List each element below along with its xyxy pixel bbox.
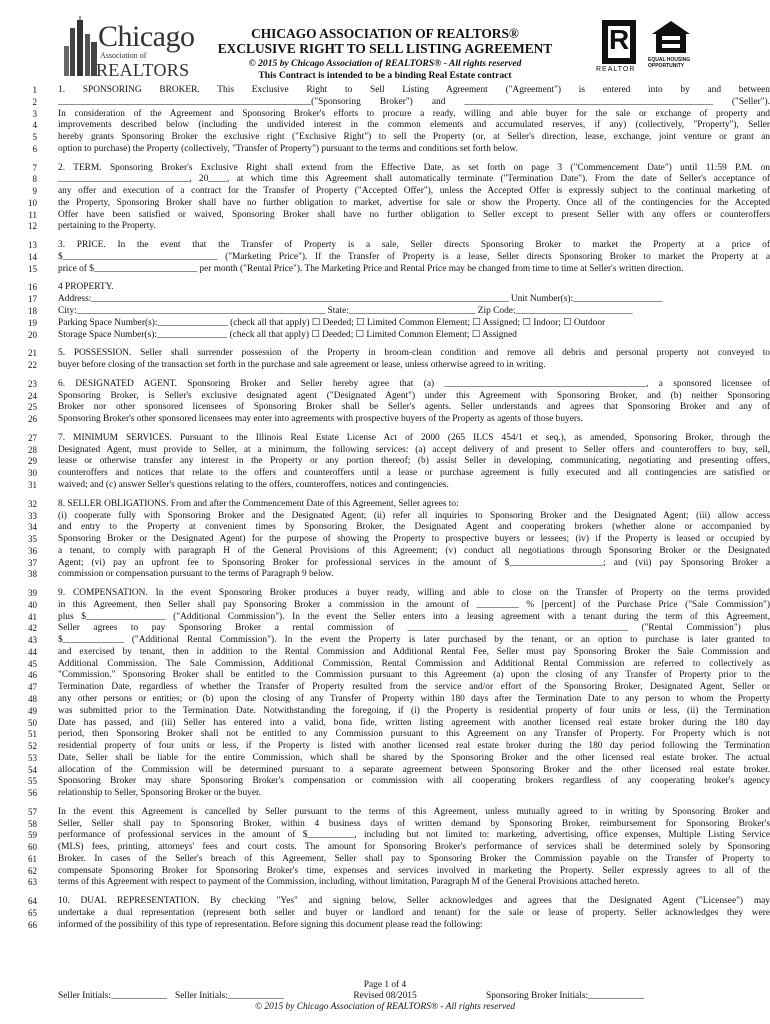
document-line	[25, 306, 755, 318]
line-text: performance of professional services in the amount of $__________, including but not limited to: marketing, advertising, office expenses, Multiple Listing Service	[58, 830, 770, 841]
line-number: 3	[32, 108, 37, 119]
line-text: (i) cooperate fully with Sponsoring Broker and the Designated Agent; (ii) refer all inquiries to Sponsoring Broker and the Designated Agent; (iii) allow access	[58, 510, 770, 521]
realtor-eho-logos	[596, 20, 716, 80]
line-number: 15	[28, 263, 37, 274]
document-line	[25, 144, 755, 156]
document-line	[25, 717, 770, 730]
line-number: 9	[32, 186, 37, 197]
line-text: and exercised by tenant, then in addition to the Rental Commission and Additional Rental Fee, Seller must pay Sponsoring Broker the Sale Commission and	[58, 646, 770, 657]
line-number: 32	[28, 498, 37, 509]
line-text: improvements described below (including the undivided interest in the common elements and accumulated reserves, if any) (collectively, "Property"), Seller	[58, 120, 770, 131]
document-line	[25, 378, 770, 391]
equal-housing-icon	[651, 20, 691, 54]
document-line	[25, 414, 755, 426]
line-text: Offer have been satisfied or waived, Sponsoring Broker shall have no further obligation to Seller except to present Seller with any offers or counteroffers	[58, 209, 770, 220]
line-number: 21	[28, 348, 37, 359]
line-text: Agent; (vi) pay an upfront fee to Sponsoring Broker for professional services in the amount of $____________________; and (vii) pay Sponsoring Broker a	[58, 557, 770, 568]
line-text: price of $______________________ per month ("Rental Price"). The Marketing Price and Rental Price may be changed from time to time at Seller's written direction.	[58, 263, 684, 274]
line-text: lease or otherwise transfer any interest in the Property or any portion thereof; (b) assist Seller in developing, communicating, negotiating and presenting offers,	[58, 456, 770, 467]
document-line	[25, 197, 770, 210]
line-text: commission or compensation pursuant to the terms of Paragraph 9 below.	[58, 569, 334, 580]
document-line	[25, 480, 755, 492]
document-line	[25, 818, 770, 831]
line-number: 18	[28, 306, 37, 317]
document-line	[25, 776, 770, 788]
line-number: 8	[32, 174, 37, 185]
line-number: 37	[28, 557, 37, 568]
document-line	[25, 162, 770, 175]
revision-date: Revised 08/2015	[353, 991, 417, 1001]
document-line	[25, 729, 770, 741]
document-line	[25, 658, 770, 671]
line-text: Date has passed, and (iii) Seller has entered into a valid, bona fide, written listing agreement with another licensed real estate broker during the 180 day	[58, 717, 770, 728]
agreement-body	[25, 85, 770, 932]
line-text: In the event this Agreement is cancelled by Seller pursuant to the terms of this Agreement, unless mutually agreed to in writing by Sponsoring Broker and	[58, 806, 770, 817]
line-number: 47	[28, 682, 37, 693]
document-line	[25, 468, 770, 480]
seller-initials-field-2[interactable]: Seller Initials:____________	[175, 991, 285, 1001]
document-line	[25, 534, 770, 546]
document-line	[25, 853, 770, 866]
seller-initials-field-1[interactable]: Seller Initials:____________	[58, 991, 168, 1001]
document-line	[25, 545, 770, 558]
line-text: Sponsoring Broker may share Sponsoring Broker's compensation or commission with all cooperating brokers regardless of any cooperating broker's agency	[58, 776, 770, 787]
document-line	[25, 330, 755, 342]
line-text: ____________________________, 20____, at which time this Agreement shall automatically terminate ("Termination Date"). From the date of Seller's acceptance of	[58, 174, 770, 185]
line-text: In consideration of the Agreement and Sponsoring Broker's efforts to procure a ready, willing and able buyer for the sale or exchange of property and	[58, 108, 770, 119]
line-text: and entry to the Property at convenient times by Sponsoring Broker, the Designated Agent and cooperating brokers (whether alone or accompanied by	[58, 522, 770, 533]
line-number: 55	[28, 776, 37, 787]
document-line	[25, 908, 770, 920]
line-text: "Commission." Sponsoring Broker shall be entitled to the Commission pursuant to this Agreement (a) upon the closing of any Transfer of Property prior to the	[58, 670, 770, 681]
line-text: buyer before closing of the transaction set forth in the purchase and sale agreement or lease, unless otherwise agreed to in writing.	[58, 360, 546, 371]
chicago-association-logo	[62, 16, 195, 80]
line-text: the Property, Sponsoring Broker shall have no further obligation to market, advertise for sale or show the Property. Once all of the contingencies for the Accepted	[58, 197, 770, 208]
line-text: City:_____________________________________________________ State:___________________________ Zip Code:_________________________	[58, 306, 633, 317]
line-text: compensate Sponsoring Broker for Sponsoring Broker's time, expenses and services involved in marketing the Property. Seller expressly agrees to all of the	[58, 865, 770, 876]
line-number: 58	[28, 818, 37, 829]
line-text: 1. SPONSORING BROKER. This Exclusive Right to Sell Listing Agreement ("Agreement") is entered into by and between	[58, 85, 770, 95]
document-line	[25, 569, 755, 581]
line-text: any other persons or entities; or (b) upon the closing of any Transfer of Property within 180 days after the Termination Date to any person to whom the Property	[58, 693, 770, 704]
document-line	[25, 264, 755, 276]
line-text: informed of the possibility of this type of representation. Before signing this document please read the following:	[58, 919, 483, 930]
document-line	[25, 522, 770, 534]
document-line	[25, 510, 770, 523]
document-line	[25, 186, 770, 198]
line-number: 49	[28, 705, 37, 716]
document-line	[25, 611, 770, 624]
document-line	[25, 282, 755, 294]
line-number: 25	[28, 402, 37, 413]
line-text: waived; and (c) answer Seller's questions relating to the offers, counteroffers, notices and contingencies.	[58, 479, 449, 490]
line-text: allocation of the Commission will be determined pursuant to a separate agreement between Sponsoring Broker and the other licensed real estate broker.	[58, 764, 770, 775]
document-line	[25, 456, 770, 468]
document-line	[25, 251, 770, 264]
document-line	[25, 108, 770, 121]
line-number: 61	[28, 853, 37, 864]
line-text: hereby grants Sponsoring Broker the exclusive right ("Exclusive Right") to sell the Property (or, at Seller's direction, lease, exchange, joint venture or grant an	[58, 132, 770, 143]
line-number: 7	[32, 162, 37, 173]
document-line	[25, 390, 770, 403]
line-number: 31	[28, 479, 37, 490]
broker-initials-field[interactable]: Sponsoring Broker Initials:____________	[486, 991, 645, 1001]
page-number: Page 1 of 4	[363, 980, 407, 990]
line-text: 4 PROPERTY.	[58, 282, 114, 293]
line-text: $_____________ ("Additional Rental Commission"). In the event the Property is later purchased by the tenant, or an option to purchase is later granted to	[58, 635, 770, 646]
document-line	[25, 132, 770, 144]
line-number: 36	[28, 545, 37, 556]
line-text: any offer and execution of a contract for the Transfer of Property ("Accepted Offer"), unless the Accepted Offer is expressly subject to the continual marketing of	[58, 186, 770, 197]
document-line	[25, 402, 770, 414]
document-line	[25, 896, 770, 908]
line-number: 56	[28, 788, 37, 799]
document-line	[25, 318, 755, 330]
line-number: 63	[28, 877, 37, 888]
document-line	[25, 764, 770, 777]
line-number: 30	[28, 468, 37, 479]
line-text: Sponsoring Broker, is Seller's exclusive designated agent ("Designated Agent") under this Agreement with Sponsoring Broker, and (b) neither Sponsoring	[58, 390, 770, 401]
document-line	[25, 209, 770, 222]
document-line	[25, 635, 770, 647]
line-number: 1	[32, 85, 37, 95]
line-number: 5	[32, 132, 37, 143]
line-text: undertake a dual representation (represent both seller and buyer or landlord and tenant) for the sale or lease of property. Seller acknowledges they were	[58, 908, 770, 918]
line-number: 46	[28, 670, 37, 681]
line-text: period, then Sponsoring Broker shall not be entitled to any Commission pursuant to this Agreement on any Transfer of Property. For Property which is not	[58, 729, 770, 740]
line-number: 39	[28, 588, 37, 599]
line-number: 17	[28, 294, 37, 305]
document-line	[25, 240, 770, 252]
document-line	[25, 920, 755, 932]
line-number: 65	[28, 908, 37, 918]
document-line	[25, 705, 770, 718]
line-text: Parking Space Number(s):_______________ (check all that apply) ☐ Deeded; ☐ Limited Common Element; ☐ Assigned; ☐ Indoor; ☐ Outdoor	[58, 317, 606, 328]
line-number: 44	[28, 646, 37, 657]
line-number: 40	[28, 599, 37, 610]
document-line	[25, 120, 770, 132]
document-line	[25, 842, 770, 854]
line-text: 8. SELLER OBLIGATIONS. From and after the Commencement Date of this Agreement, Seller agrees to:	[58, 498, 459, 509]
line-number: 53	[28, 752, 37, 763]
line-number: 64	[28, 896, 37, 907]
line-text: (MLS) fees, printing, attorneys' fees and court costs. The amount for Sponsoring Broker's performance of services shall be determined solely by Sponsoring	[58, 842, 770, 853]
document-line	[25, 788, 755, 800]
line-text: Seller agrees to pay Sponsoring Broker a rental commission of _______________________________________________ ("Rental Commission") plus	[58, 623, 770, 634]
line-number: 33	[28, 510, 37, 521]
document-line	[25, 348, 770, 360]
line-number: 28	[28, 444, 37, 455]
line-text: relationship to Seller, Sponsoring Broker or the buyer.	[58, 788, 261, 799]
line-text: Storage Space Number(s):_______________ (check all that apply) ☐ Deeded; ☐ Limited Common Element; ☐ Assigned	[58, 329, 517, 340]
line-number: 11	[28, 209, 37, 220]
document-line	[25, 499, 755, 511]
logo-realtors: REALTORS	[96, 60, 190, 80]
logo-association-of: Association of	[100, 51, 147, 60]
line-text: ______________________________________________________("Sponsoring Broker") and _____________________________________________________ ("Seller").	[58, 96, 770, 107]
line-number: 29	[28, 456, 37, 467]
line-number: 41	[28, 611, 37, 622]
line-number: 23	[28, 378, 37, 389]
line-text: terms of this Agreement with respect to payment of the Commission, including, without limitation, Paragraph M of the General Provisions attached hereto.	[58, 877, 640, 888]
line-number: 50	[28, 717, 37, 728]
line-text: Sponsoring Broker's other sponsored licensees may enter into agreements with prospective buyers of the Property as agents of those buyers.	[58, 414, 583, 425]
document-line	[25, 85, 770, 97]
document-line	[25, 752, 770, 765]
line-number: 45	[28, 658, 37, 669]
line-number: 16	[28, 282, 37, 293]
line-text: 5. POSSESSION. Seller shall surrender possession of the Property in broom-clean condition and remove all debris and personal property not conveyed to	[58, 348, 770, 359]
document-line	[25, 96, 770, 109]
line-number: 20	[28, 329, 37, 340]
line-number: 60	[28, 842, 37, 853]
line-text: 3. PRICE. In the event that the Transfer of Property is a sale, Seller directs Sponsoring Broker to market the Property at a price of	[58, 240, 770, 251]
line-text: 6. DESIGNATED AGENT. Sponsoring Broker and Seller hereby agree that (a) ___________________________________________, a sponsored licensee of	[58, 378, 770, 389]
line-text: 10. DUAL REPRESENTATION. By checking "Yes" and signing below, Seller acknowledges and agrees that the Designated Agent ("Licensee") may	[58, 896, 770, 907]
document-line	[25, 588, 770, 600]
line-number: 22	[28, 360, 37, 371]
line-text: pertaining to the Property.	[58, 221, 156, 232]
document-line	[25, 444, 770, 457]
line-number: 62	[28, 865, 37, 876]
line-text: Broker. In cases of the Seller's breach of this Agreement, Seller shall pay to Sponsoring Broker the Commission payable on the Transfer of Property to	[58, 853, 770, 864]
line-number: 35	[28, 534, 37, 545]
line-number: 13	[28, 240, 37, 251]
footer-copyright: © 2015 by Chicago Association of REALTORS® - All rights reserved	[254, 1002, 516, 1012]
line-text: residential property of four units or less, if the Property is listed with another licensed real estate broker during the 180 day period following the Termination	[58, 741, 770, 752]
line-number: 57	[28, 806, 37, 817]
document-line	[25, 693, 770, 706]
document-line	[25, 360, 755, 372]
line-text: Termination Date, regardless of whether the Transfer of Property resulted from the service and/or effort of the Sponsoring Broker, Designated Agent, Seller or	[58, 682, 770, 693]
line-number: 14	[28, 251, 37, 262]
line-text: option to purchase) the Property (collectively, "Transfer of Property") pursuant to the terms and conditions set forth below.	[58, 143, 518, 154]
line-number: 66	[28, 919, 37, 930]
line-text: counteroffers and notices that relate to the offers and counteroffers until a lease or purchase agreement is fully executed and all contingencies are satisfied or	[58, 468, 770, 479]
realtor-r-icon: R	[602, 20, 636, 64]
document-line	[25, 432, 770, 445]
line-text: 9. COMPENSATION. In the event Sponsoring Broker produces a buyer ready, willing and able to close on the Transfer of Property on the terms provided	[58, 588, 770, 599]
line-text: 2. TERM. Sponsoring Broker's Exclusive Right shall extend from the Effective Date, as set forth on page 3 ("Commencement Date") until 11:59 P.M. on	[58, 162, 770, 173]
document-line	[25, 557, 770, 570]
line-number: 48	[28, 693, 37, 704]
line-number: 2	[32, 96, 37, 107]
line-number: 54	[28, 764, 37, 775]
document-line	[25, 806, 770, 819]
document-line	[25, 830, 770, 842]
header-copyright: © 2015 by Chicago Association of REALTORS® - All rights reserved	[248, 58, 522, 69]
document-line	[25, 877, 755, 889]
document-line	[25, 221, 755, 233]
line-number: 24	[28, 390, 37, 401]
line-number: 42	[28, 623, 37, 634]
header-title-association: CHICAGO ASSOCIATION OF REALTORS®	[251, 26, 519, 41]
line-text: Date, Seller shall be liable for the entire Commission, which shall be shared by the Sponsoring Broker and the other licensed real estate broker. The actual	[58, 752, 770, 763]
line-text: Designated Agent, must provide to Seller, at a minimum, the following services: (a) accept delivery of and present to Seller offers and counteroffers to buy, sell,	[58, 444, 770, 455]
header-binding-note: This Contract is intended to be a binding Real Estate contract	[258, 70, 512, 81]
document-line	[25, 599, 770, 612]
line-text: a tenant, to comply with paragraph H of the General Provisions of this Agreement; (v) conduct all negotiations through Sponsoring Broker or the Designated	[58, 545, 770, 556]
line-number: 59	[28, 830, 37, 841]
document-line	[25, 623, 770, 635]
line-number: 10	[28, 197, 37, 208]
equal-housing-caption: EQUAL HOUSING OPPORTUNITY	[648, 57, 691, 69]
line-text: Sponsoring Broker or the Designated Agent) for the purpose of showing the Property to prospective buyers or lessees; (iv) if the Property is leased or occupied by	[58, 534, 770, 545]
line-number: 38	[28, 569, 37, 580]
line-number: 43	[28, 635, 37, 646]
document-line	[25, 174, 770, 186]
document-line	[25, 646, 770, 659]
line-number: 6	[32, 143, 37, 154]
document-line	[25, 670, 770, 682]
line-text: $_________________________________ ("Marketing Price"). If the Transfer of Property is a lease, Seller directs Sponsoring Broker to market the Property at a	[58, 251, 770, 262]
header-title-agreement: EXCLUSIVE RIGHT TO SELL LISTING AGREEMENT	[217, 41, 553, 56]
line-number: 26	[28, 414, 37, 425]
line-number: 51	[28, 729, 37, 740]
line-text: Address:_________________________________________________________________________________________ Unit Number(s):___________________	[58, 294, 663, 305]
line-text: Additional Commission. The Sale Commission, Additional Commission, Rental Commission and Additional Rental Commission are referred to collectively as	[58, 658, 770, 669]
line-text: was submitted prior to the Termination Date. Notwithstanding the foregoing, if (i) the Property is residential property of four units or less, (ii) the Termination	[58, 705, 770, 716]
line-text: Seller, Seller shall pay to Sponsoring Broker, within 4 business days of written demand by Sponsoring Broker, reimbursement for Sponsoring Broker's	[58, 818, 770, 829]
line-number: 19	[28, 317, 37, 328]
line-number: 34	[28, 522, 37, 533]
document-line	[25, 865, 770, 878]
line-text: plus $_________________ ("Additional Commission"). In the event the Seller enters into a leasing agreement with a tenant during the term of this Agreement,	[58, 611, 770, 622]
line-text: in this Agreement, then Seller shall pay Sponsoring Broker a commission in the amount of _________ % [percent] of the Purchase Price ("Sale Commission")	[58, 599, 770, 610]
realtor-caption: REALTOR	[596, 66, 636, 73]
line-number: 27	[28, 432, 37, 443]
document-line	[25, 741, 770, 753]
line-number: 52	[28, 741, 37, 752]
line-number: 4	[32, 120, 37, 131]
document-header	[180, 26, 590, 81]
line-text: Broker nor other sponsored licensees of Sponsoring Broker shall be Seller's agents. Seller understands and agrees that Sponsoring Broker and any of	[58, 402, 770, 413]
document-line	[25, 682, 770, 694]
document-line	[25, 294, 755, 306]
line-number: 12	[28, 221, 37, 232]
logo-word-chicago: Chicago	[98, 20, 195, 53]
line-text: 7. MINIMUM SERVICES. Pursuant to the Illinois Real Estate License Act of 2000 (265 ILCS 454/1 et seq.), as amended, Sponsoring Broker, through the	[58, 432, 770, 443]
